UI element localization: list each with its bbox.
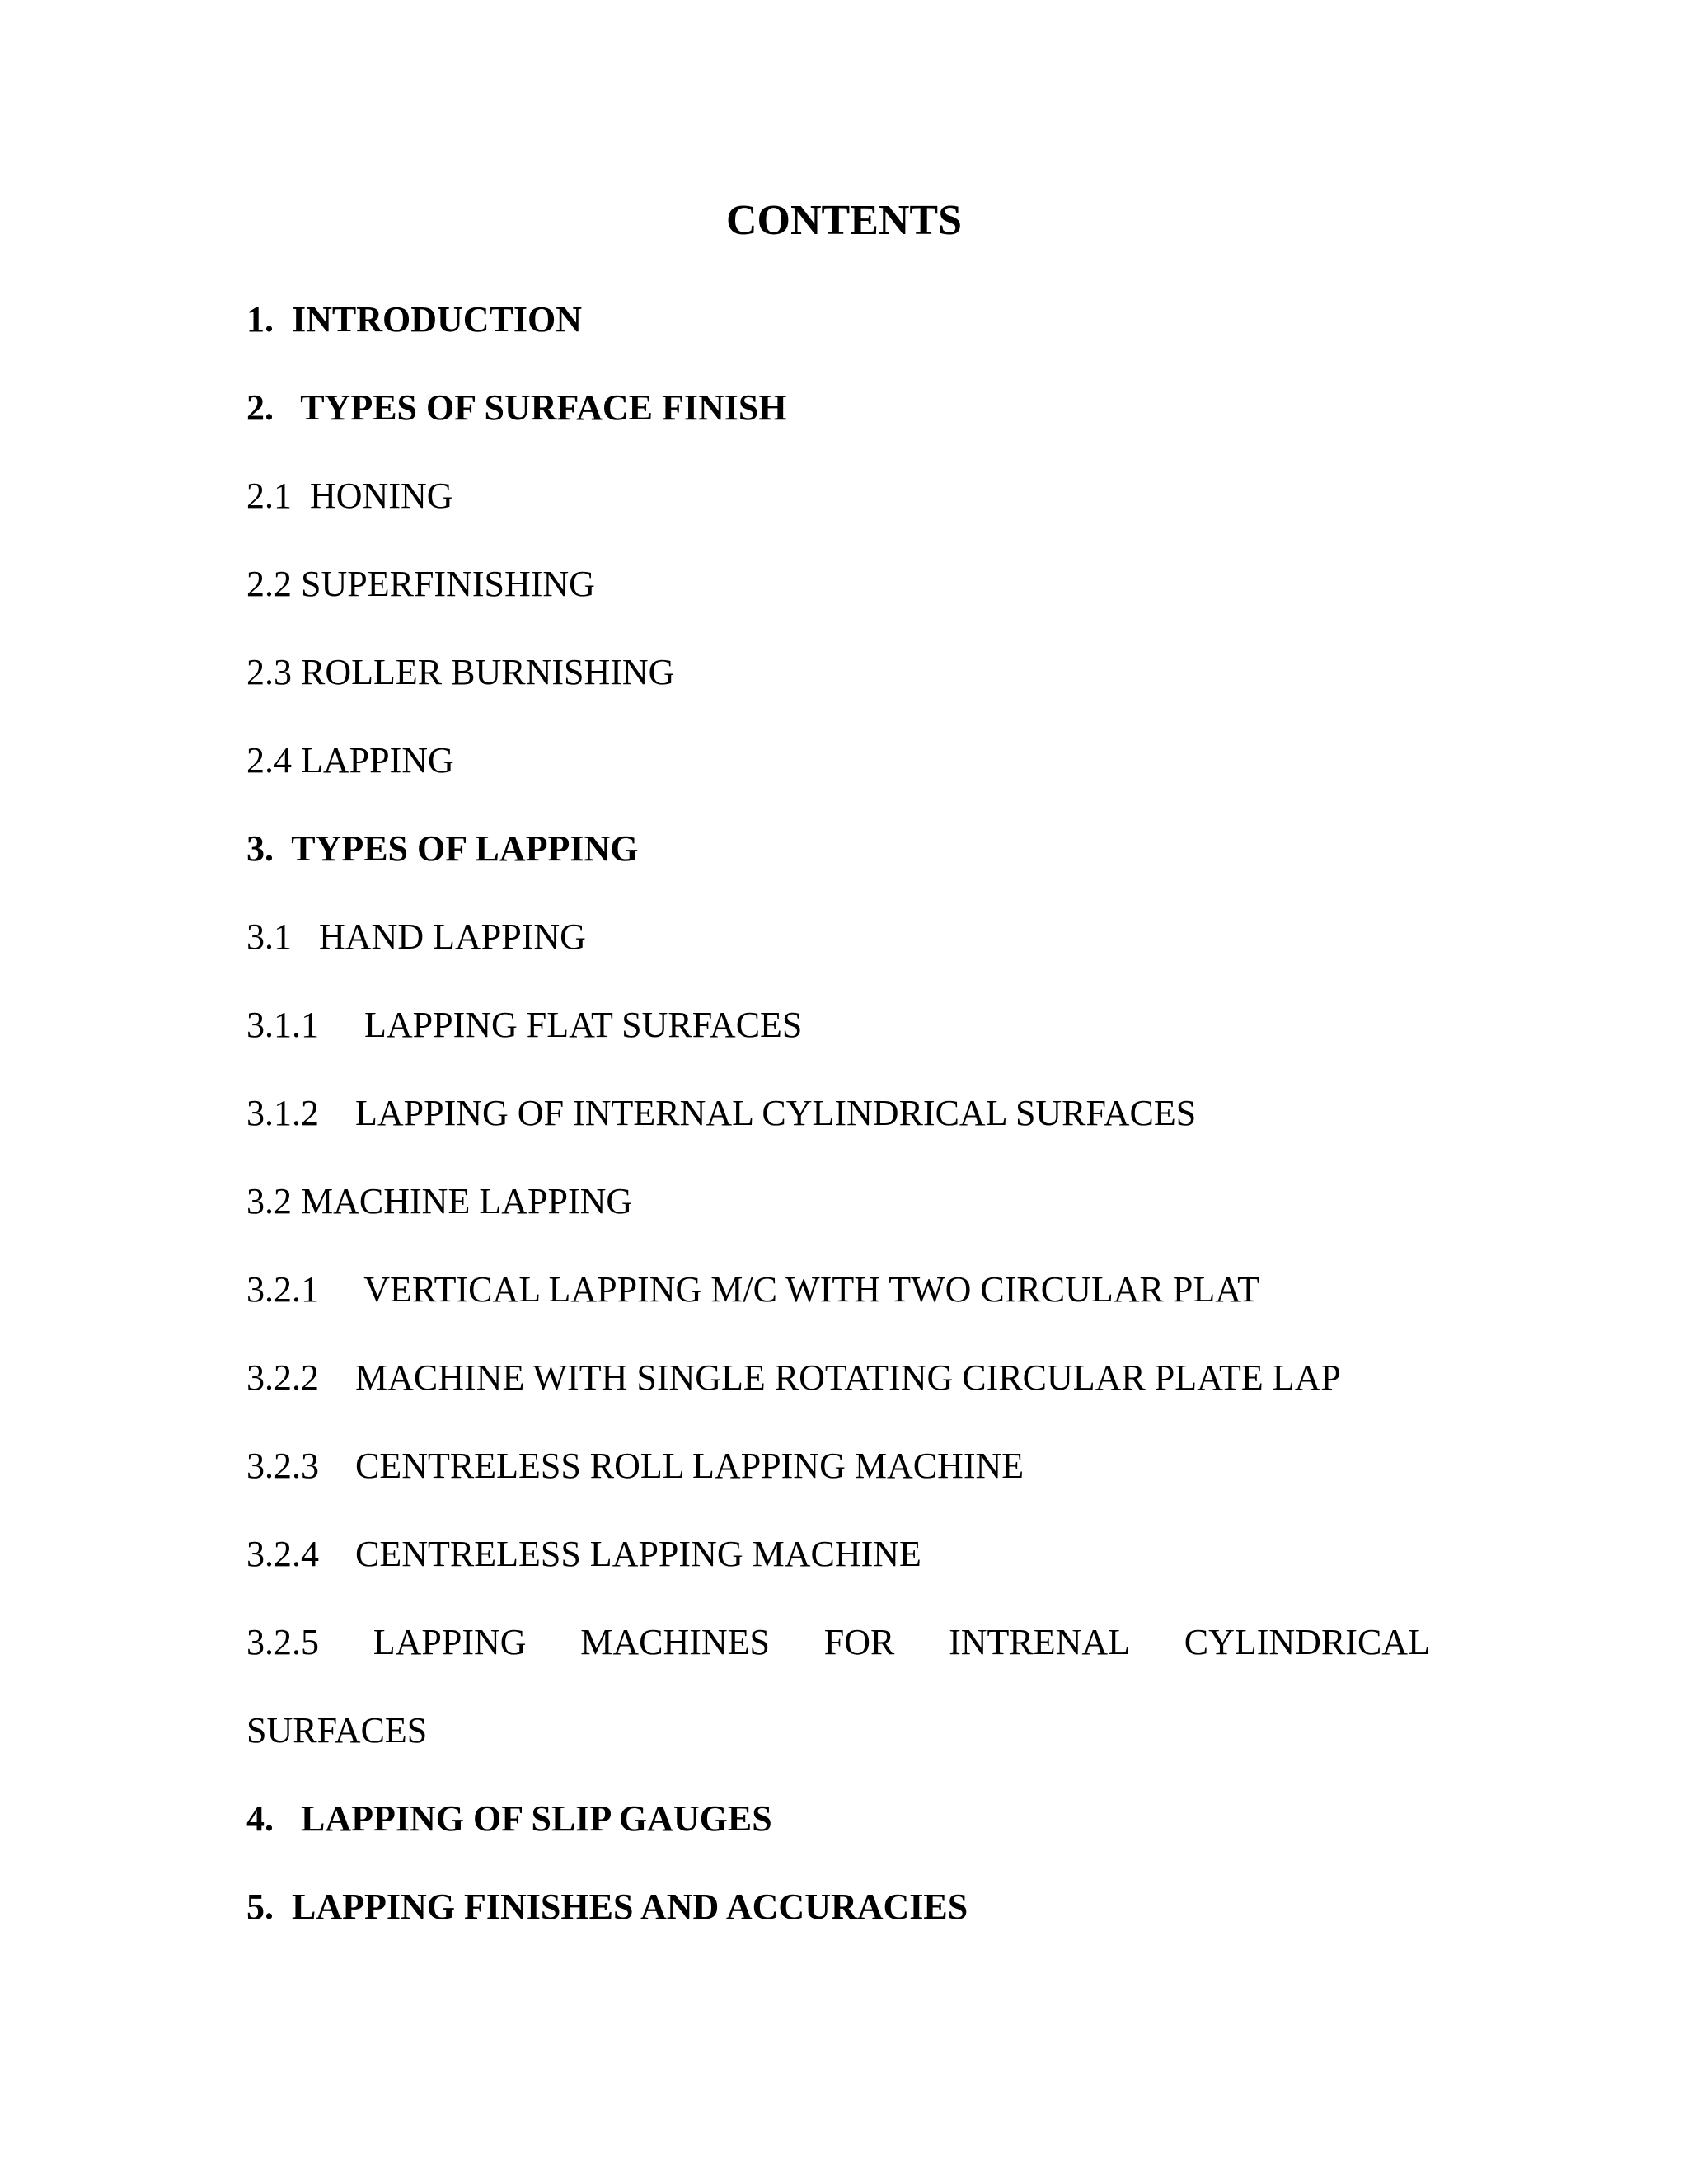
toc-entry-3-2-3: 3.2.3 CENTRELESS ROLL LAPPING MACHINE <box>246 1446 1025 1486</box>
toc-entry-5: 5. LAPPING FINISHES AND ACCURACIES <box>246 1886 968 1927</box>
toc-entry-3-1-2: 3.1.2 LAPPING OF INTERNAL CYLINDRICAL SURFACES <box>246 1093 1197 1133</box>
toc-entry-2-2: 2.2 SUPERFINISHING <box>246 564 595 604</box>
toc-word: LAPPING <box>373 1622 527 1662</box>
toc-entry-2-4: 2.4 LAPPING <box>246 740 454 780</box>
toc-entry-2: 2. TYPES OF SURFACE FINISH <box>246 387 787 428</box>
toc-entry-4: 4. LAPPING OF SLIP GAUGES <box>246 1798 772 1839</box>
toc-word: CYLINDRICAL <box>1184 1622 1430 1662</box>
toc-word: MACHINES <box>580 1622 771 1662</box>
toc-entry-3-2-5 <box>246 1621 1430 1664</box>
toc-entry-3-2-5-continuation: SURFACES <box>246 1710 428 1750</box>
toc-entry-2-3: 2.3 ROLLER BURNISHING <box>246 652 675 692</box>
toc-entry-3-2-2: 3.2.2 MACHINE WITH SINGLE ROTATING CIRCULAR PLATE LAP <box>246 1357 1341 1398</box>
toc-entry-3-1: 3.1 HAND LAPPING <box>246 916 586 957</box>
toc-word: 3.2.5 <box>246 1622 319 1662</box>
toc-entry-3-1-1: 3.1.1 LAPPING FLAT SURFACES <box>246 1005 803 1045</box>
toc-entry-3-2-1: 3.2.1 VERTICAL LAPPING M/C WITH TWO CIRCULAR PLAT <box>246 1269 1259 1310</box>
toc-entry-3: 3. TYPES OF LAPPING <box>246 828 639 869</box>
toc-entry-1: 1. INTRODUCTION <box>246 299 583 340</box>
toc-word: FOR <box>823 1622 895 1662</box>
toc-entry-2-1: 2.1 HONING <box>246 476 453 516</box>
toc-entry-3-2: 3.2 MACHINE LAPPING <box>246 1181 633 1221</box>
toc-entry-3-2-4: 3.2.4 CENTRELESS LAPPING MACHINE <box>246 1534 921 1574</box>
page-title: CONTENTS <box>725 197 963 244</box>
toc-word: INTRENAL <box>949 1622 1131 1662</box>
